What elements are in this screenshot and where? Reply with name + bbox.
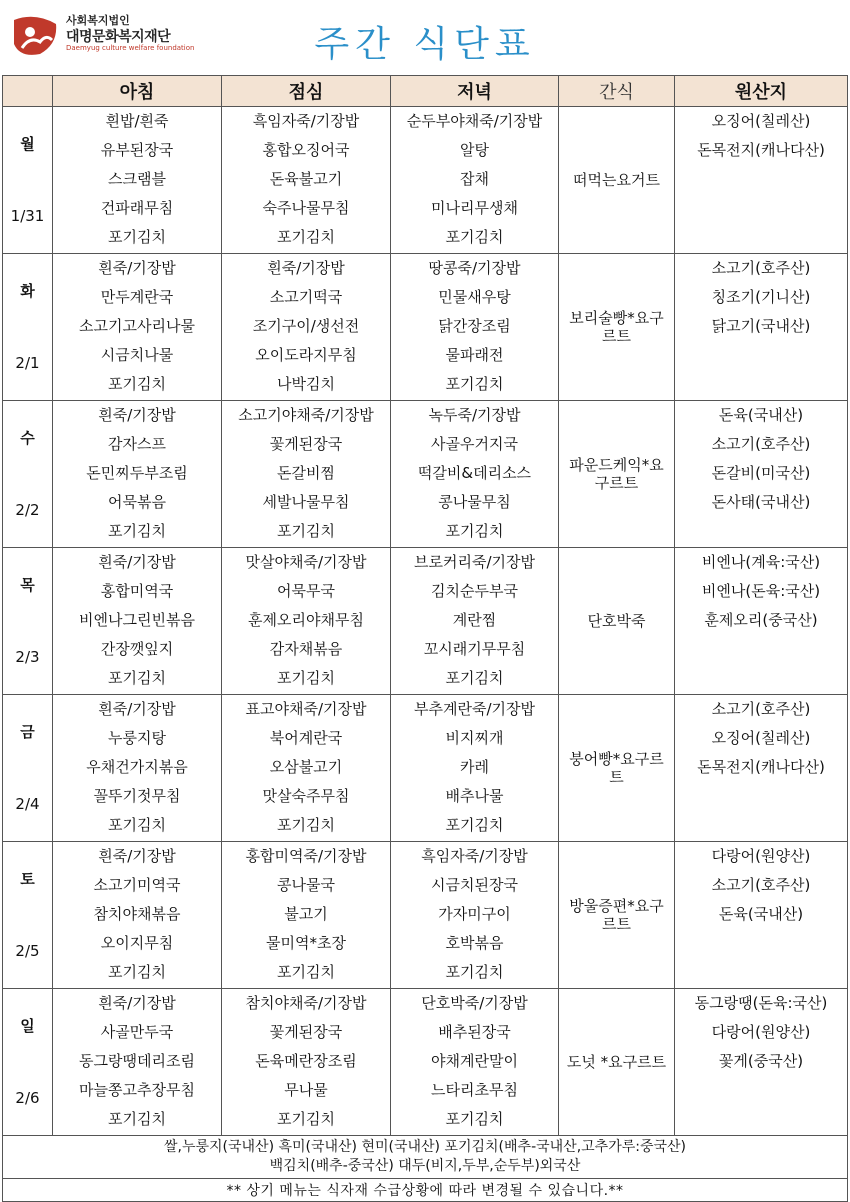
dinner-menu-item: 포기김치: [445, 1110, 504, 1128]
breakfast-cell: [53, 254, 222, 401]
origin-item: 오징어(칠레산): [711, 112, 811, 130]
day-date: 1/31: [10, 207, 45, 225]
day-date: 2/1: [15, 354, 40, 372]
lunch-cell: [222, 254, 391, 401]
breakfast-menu-item: 꼴뚜기젓무침: [93, 787, 181, 805]
breakfast-menu-item: 오이지무침: [100, 934, 174, 952]
dinner-menu-item: 미나리무생채: [431, 199, 518, 217]
breakfast-cell: [53, 107, 222, 254]
dinner-menu-item: 닭간장조림: [438, 317, 511, 335]
menu-change-notice: ** 상기 메뉴는 식자재 수급상황에 따라 변경될 수 있습니다.**: [3, 1179, 848, 1202]
notice-row: [3, 1179, 848, 1202]
origin-cell: [675, 989, 848, 1136]
dinner-menu-item: 알탕: [460, 141, 489, 159]
lunch-menu-item: 포기김치: [277, 816, 335, 834]
dinner-menu-item: 흑임자죽/기장밥: [421, 847, 528, 865]
org-type-label: 사회복지법인: [66, 14, 130, 27]
origin-item: 동그랑땡(돈육:국산): [694, 994, 828, 1012]
snack-cell: 붕어빵*요구르트: [559, 695, 675, 842]
breakfast-menu-item: 포기김치: [108, 669, 166, 687]
day-name: 토: [20, 870, 35, 888]
lunch-menu-item: 표고야채죽/기장밥: [245, 700, 367, 718]
breakfast-column-header: 아침: [53, 76, 222, 107]
day-row: [3, 989, 848, 1136]
breakfast-menu-item: 돈민찌두부조림: [86, 464, 188, 482]
dinner-menu-item: 사골우거지국: [431, 435, 518, 453]
snack-cell: 방울증편*요구르트: [559, 842, 675, 989]
day-date: 2/3: [15, 648, 40, 666]
breakfast-menu-item: 포기김치: [108, 963, 166, 981]
lunch-menu-item: 어묵무국: [277, 582, 335, 600]
breakfast-menu-item: 간장깻잎지: [100, 640, 174, 658]
lunch-menu-item: 감자채볶음: [269, 640, 343, 658]
dinner-menu-item: 포기김치: [445, 816, 504, 834]
breakfast-menu-item: 포기김치: [108, 522, 166, 540]
dinner-menu-item: 포기김치: [445, 669, 504, 687]
lunch-menu-item: 숙주나물무침: [262, 199, 350, 217]
dinner-menu-item: 비지찌개: [445, 729, 504, 747]
lunch-menu-item: 포기김치: [277, 1110, 335, 1128]
lunch-cell: [222, 548, 391, 695]
origin-item: 훈제오리(중국산): [704, 611, 818, 629]
snack-cell: 보리술빵*요구르트: [559, 254, 675, 401]
origin-cell: [675, 548, 848, 695]
lunch-menu-item: 물미역*초장: [266, 934, 346, 952]
dinner-menu-item: 떡갈비&데리소스: [417, 464, 532, 482]
origin-cell: [675, 842, 848, 989]
day-row: [3, 695, 848, 842]
breakfast-cell: [53, 695, 222, 842]
origin-item: 오징어(칠레산): [711, 729, 811, 747]
origin-item: 칭조기(기니산): [711, 288, 811, 306]
day-date: 2/2: [15, 501, 40, 519]
dinner-menu-item: 녹두죽/기장밥: [428, 406, 521, 424]
dinner-menu-item: 가자미구이: [438, 905, 511, 923]
origin-item: 소고기(호주산): [711, 700, 811, 718]
dinner-menu-item: 포기김치: [445, 963, 504, 981]
day-row: [3, 548, 848, 695]
dinner-menu-item: 카레: [460, 758, 489, 776]
dinner-menu-item: 단호박죽/기장밥: [421, 994, 528, 1012]
snack-cell: 도넛 *요구르트: [559, 989, 675, 1136]
dinner-menu-item: 배추된장국: [438, 1023, 511, 1041]
day-name: 수: [20, 429, 35, 447]
dinner-menu-item: 야채계란말이: [431, 1052, 518, 1070]
day-name: 일: [20, 1017, 35, 1035]
day-cell: [3, 548, 53, 695]
origin-item: 닭고기(국내산): [711, 317, 811, 335]
breakfast-menu-item: 감자스프: [108, 435, 166, 453]
origin-item: 다랑어(원양산): [711, 847, 811, 865]
dinner-cell: [391, 548, 559, 695]
day-row: [3, 254, 848, 401]
breakfast-menu-item: 포기김치: [108, 816, 166, 834]
origin-item: 돈목전지(캐나다산): [697, 141, 825, 159]
lunch-menu-item: 포기김치: [277, 522, 335, 540]
page-title: 주간 식단표: [314, 24, 536, 65]
day-name: 목: [20, 576, 35, 594]
breakfast-menu-item: 어묵볶음: [108, 493, 166, 511]
dinner-menu-item: 포기김치: [445, 228, 504, 246]
dinner-menu-item: 시금치된장국: [431, 876, 518, 894]
dinner-cell: [391, 254, 559, 401]
breakfast-menu-item: 흰밥/흰죽: [105, 112, 169, 130]
breakfast-menu-item: 유부된장국: [100, 141, 174, 159]
dinner-menu-item: 잡채: [460, 170, 489, 188]
dinner-menu-item: 순두부야채죽/기장밥: [406, 112, 543, 130]
lunch-menu-item: 맛살숙주무침: [262, 787, 350, 805]
dinner-cell: [391, 989, 559, 1136]
dinner-menu-item: 김치순두부국: [431, 582, 518, 600]
lunch-menu-item: 흰죽/기장밥: [267, 259, 345, 277]
lunch-cell: [222, 695, 391, 842]
lunch-column-header: 점심: [222, 76, 391, 107]
breakfast-menu-item: 건파래무침: [100, 199, 174, 217]
origin-item: 소고기(호주산): [711, 435, 811, 453]
lunch-menu-item: 돈육불고기: [269, 170, 343, 188]
origin-column-header: 원산지: [675, 76, 848, 107]
lunch-menu-item: 세발나물무침: [262, 493, 350, 511]
lunch-menu-item: 돈갈비찜: [277, 464, 335, 482]
snack-cell: 떠먹는요거트: [559, 107, 675, 254]
breakfast-menu-item: 포기김치: [108, 1110, 166, 1128]
origin-footer-line: 백김치(배추-중국산) 대두(비지,두부,순두부)외국산: [269, 1158, 581, 1174]
breakfast-cell: [53, 548, 222, 695]
breakfast-menu-item: 비엔나그린빈볶음: [79, 611, 195, 629]
breakfast-menu-item: 스크램블: [108, 170, 166, 188]
snack-cell: 파운드케익*요구르트: [559, 401, 675, 548]
dinner-cell: [391, 107, 559, 254]
breakfast-menu-item: 흰죽/기장밥: [98, 700, 176, 718]
lunch-menu-item: 훈제오리야채무침: [248, 611, 364, 629]
origin-footer-line: 쌀,누룽지(국내산) 흑미(국내산) 현미(국내산) 포기김치(배추-국내산,고추가루:중국산): [163, 1139, 686, 1155]
day-cell: [3, 107, 53, 254]
breakfast-menu-item: 누룽지탕: [108, 729, 166, 747]
lunch-menu-item: 참치야채죽/기장밥: [245, 994, 367, 1012]
page-header: [0, 0, 850, 75]
dinner-menu-item: 느타리초무침: [431, 1081, 518, 1099]
org-english-name: Daemyug culture welfare foundation: [66, 44, 195, 52]
breakfast-menu-item: 사골만두국: [100, 1023, 174, 1041]
origin-cell: [675, 107, 848, 254]
day-name: 금: [20, 723, 35, 741]
origin-item: 비엔나(계육:국산): [701, 553, 821, 571]
org-name: 대명문화복지재단: [66, 29, 171, 45]
lunch-menu-item: 포기김치: [277, 963, 335, 981]
origin-item: 비엔나(돈육:국산): [701, 582, 821, 600]
day-row: [3, 107, 848, 254]
lunch-menu-item: 홍합오징어국: [262, 141, 350, 159]
lunch-menu-item: 소고기야채죽/기장밥: [238, 406, 374, 424]
lunch-cell: [222, 842, 391, 989]
lunch-menu-item: 북어계란국: [269, 729, 343, 747]
day-column-header: [3, 76, 53, 107]
lunch-menu-item: 불고기: [284, 905, 328, 923]
breakfast-menu-item: 흰죽/기장밥: [98, 406, 176, 424]
dinner-column-header: 저녁: [391, 76, 559, 107]
breakfast-menu-item: 흰죽/기장밥: [98, 847, 176, 865]
snack-column-header: 간식: [559, 76, 675, 107]
dinner-menu-item: 호박볶음: [445, 934, 504, 952]
lunch-menu-item: 맛살야채죽/기장밥: [245, 553, 367, 571]
origin-item: 꽃게(중국산): [718, 1052, 804, 1070]
day-name: 화: [20, 282, 35, 300]
day-date: 2/5: [15, 942, 40, 960]
lunch-menu-item: 조기구이/생선전: [252, 317, 360, 335]
origin-item: 소고기(호주산): [711, 876, 811, 894]
day-cell: [3, 695, 53, 842]
day-cell: [3, 401, 53, 548]
lunch-menu-item: 무나물: [284, 1081, 328, 1099]
lunch-cell: [222, 989, 391, 1136]
dinner-cell: [391, 401, 559, 548]
lunch-menu-item: 소고기떡국: [269, 288, 343, 306]
origin-cell: [675, 254, 848, 401]
origin-item: 소고기(호주산): [711, 259, 811, 277]
dinner-menu-item: 브로커리죽/기장밥: [414, 553, 535, 571]
dinner-menu-item: 포기김치: [445, 375, 504, 393]
dinner-menu-item: 땅콩죽/기장밥: [428, 259, 521, 277]
dinner-menu-item: 배추나물: [445, 787, 504, 805]
breakfast-menu-item: 포기김치: [108, 228, 166, 246]
breakfast-menu-item: 홍합미역국: [100, 582, 174, 600]
lunch-cell: [222, 107, 391, 254]
lunch-menu-item: 포기김치: [277, 228, 335, 246]
weekly-menu-table: [2, 75, 848, 1202]
breakfast-menu-item: 포기김치: [108, 375, 166, 393]
dinner-menu-item: 계란찜: [452, 611, 497, 629]
breakfast-menu-item: 흰죽/기장밥: [98, 994, 176, 1012]
origin-item: 돈목전지(캐나다산): [697, 758, 825, 776]
breakfast-menu-item: 동그랑땡데리조림: [79, 1052, 195, 1070]
lunch-menu-item: 돈육메란장조림: [255, 1052, 357, 1070]
breakfast-menu-item: 우채건가지볶음: [86, 758, 188, 776]
day-date: 2/4: [15, 795, 40, 813]
origin-footer-row: [3, 1136, 848, 1179]
lunch-menu-item: 오이도라지무침: [255, 346, 357, 364]
lunch-menu-item: 흑임자죽/기장밥: [252, 112, 360, 130]
day-date: 2/6: [15, 1089, 40, 1107]
origin-item: 다랑어(원양산): [711, 1023, 811, 1041]
lunch-menu-item: 나박김치: [277, 375, 335, 393]
snack-cell: 단호박죽: [559, 548, 675, 695]
origin-cell: [675, 695, 848, 842]
dinner-menu-item: 콩나물무침: [438, 493, 511, 511]
day-row: [3, 401, 848, 548]
day-cell: [3, 254, 53, 401]
breakfast-menu-item: 소고기고사리나물: [79, 317, 195, 335]
lunch-menu-item: 홍합미역죽/기장밥: [245, 847, 367, 865]
day-row: [3, 842, 848, 989]
breakfast-menu-item: 마늘쫑고추장무침: [79, 1081, 195, 1099]
breakfast-menu-item: 참치야채볶음: [93, 905, 181, 923]
dinner-menu-item: 물파래전: [445, 346, 504, 364]
dinner-cell: [391, 695, 559, 842]
origin-footer: [3, 1136, 848, 1179]
dinner-menu-item: 민물새우탕: [438, 288, 511, 306]
breakfast-menu-item: 만두계란국: [100, 288, 174, 306]
breakfast-menu-item: 시금치나물: [100, 346, 174, 364]
lunch-menu-item: 오삼불고기: [269, 758, 343, 776]
origin-cell: [675, 401, 848, 548]
dinner-cell: [391, 842, 559, 989]
origin-item: 돈육(국내산): [718, 905, 804, 923]
breakfast-menu-item: 흰죽/기장밥: [98, 553, 176, 571]
lunch-menu-item: 꽃게된장국: [269, 435, 343, 453]
origin-item: 돈갈비(미국산): [711, 464, 811, 482]
dinner-menu-item: 부추계란죽/기장밥: [414, 700, 535, 718]
lunch-menu-item: 콩나물국: [277, 876, 335, 894]
breakfast-cell: [53, 842, 222, 989]
breakfast-cell: [53, 989, 222, 1136]
day-name: 월: [20, 135, 35, 153]
table-header-row: [3, 76, 848, 107]
lunch-menu-item: 꽃게된장국: [269, 1023, 343, 1041]
dinner-menu-item: 꼬시래기무무침: [423, 640, 526, 658]
day-cell: [3, 989, 53, 1136]
dinner-menu-item: 포기김치: [445, 522, 504, 540]
origin-item: 돈육(국내산): [718, 406, 804, 424]
breakfast-cell: [53, 401, 222, 548]
day-cell: [3, 842, 53, 989]
breakfast-menu-item: 소고기미역국: [93, 876, 181, 894]
origin-item: 돈사태(국내산): [711, 493, 811, 511]
lunch-menu-item: 포기김치: [277, 669, 335, 687]
breakfast-menu-item: 흰죽/기장밥: [98, 259, 176, 277]
lunch-cell: [222, 401, 391, 548]
